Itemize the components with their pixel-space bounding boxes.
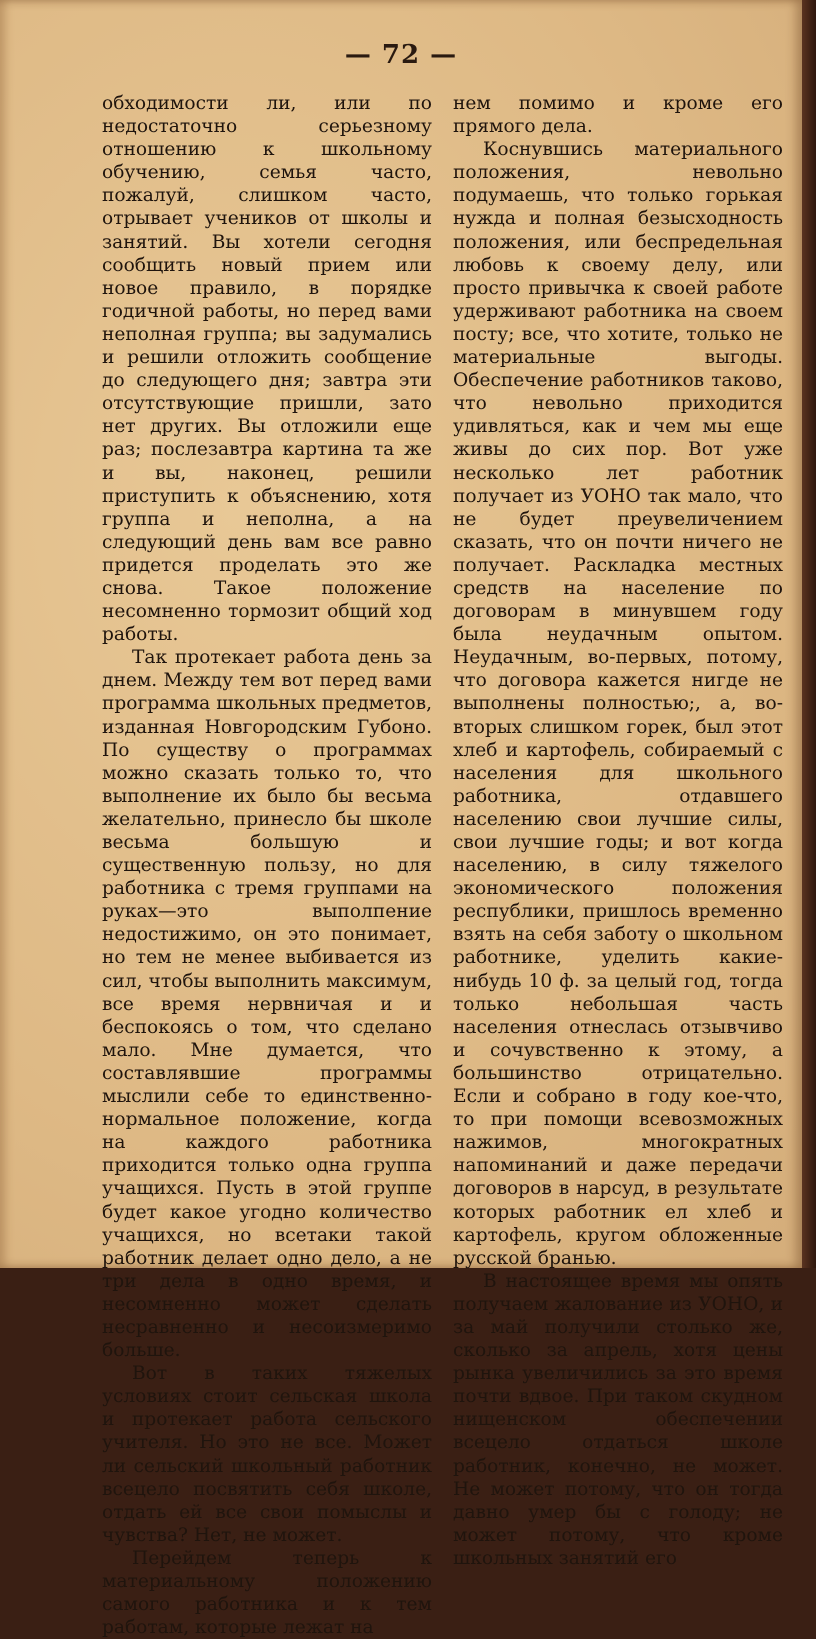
page-number: — 72 — [344,40,458,70]
paragraph: Коснувшись материального положения, невольно подумаешь, что только горькая нужда и полная безысходность положения, или беспредельная любовь к своему делу, или просто привычка к своей работе удерживают работника на своем посту; все, что хотите, только не материальные выгоды. Обеспечение работников таково, что невольно приходится удивляться, как и чем мы еще живы до сих пор. Вот уже несколько лет работник получает из УОНО так мало, что не будет преувеличением сказать, что он почти ничего не получает. Раскладка местных средств на население по договорам в минувшем году была неудачным опытом. Неудачным, во-первых, потому, что договора кажется нигде не выполнены полностью;, а, во-вторых слишком горек, был этот хлеб и картофель, собираемый с населения для школьного работника, отдавшего населению свои лучшие силы, свои лучшие годы; и вот когда населению, в силу тяжелого экономического положения республики, пришлось временно взять на себя заботу о школьном работнике, уделить какие-нибудь 10 ф. за целый год, тогда только небольшая часть населения отнеслась отзывчиво и сочувственно к этому, а большинство отрицательно. Если и собрано в году кое-что, то при помощи всевозможных нажимов, многократных напоминаний и даже передачи договоров в нарсуд, в результате которых работник ел хлеб и картофель, кругом обложенные русской бранью. [453,139,783,1269]
book-binding-edge [802,0,816,1268]
right-text-column [453,92,783,1570]
paragraph: В настоящее время мы опять получаем жалование из УОНО, и за май получили столько же, сколько за апрель, хотя цены рынка увеличились за это время почти вдвое. При таком скудном нищенском обеспечении всецело отдаться школе работник, конечно, не может. Не может потому, что он тогда давно умер бы с голоду; не может потому, что кроме школьных занятий его [453,1270,783,1569]
paragraph: нем помимо и кроме его прямого дела. [453,93,783,138]
paragraph: обходимости ли, или по недостаточно серьезному отношению к школьному обучению, семья часто, пожалуй, слишком часто, отрывает учеников от школы и занятий. Вы хотели сегодня сообщить новый прием или новое правило, в порядке годичной работы, но перед вами неполная группа; вы задумались и решили отложить сообщение до следующего дня; завтра эти отсутствующие пришли, зато нет других. Вы отложили еще раз; послезавтра картина та же и вы, наконец, решили приступить к объяснению, хотя группа и неполна, а на следующий день вам все равно придется проделать это же снова. Такое положение несомненно тормозит общий ход работы. [102,93,432,646]
left-text-column [102,92,432,1639]
paragraph: Перейдем теперь к материальному положению самого работника и к тем работам, которые лежат на [102,1547,432,1639]
paragraph: Так протекает работа день за днем. Между тем вот перед вами программа школьных предметов, изданная Новгородским Губоно. По существу о программах можно сказать только то, что выполнение их было бы весьма желательно, принесло бы школе весьма большую и существенную пользу, но для работника с тремя группами на руках—это выполпение недостижимо, он это понимает, но тем не менее выбивается из сил, чтобы выполнить максимум, все время нервничая и и беспокоясь о том, что сделано мало. Мне думается, что составлявшие программы мыслили себе то единственно-нормальное положение, когда на каждого работника приходится только одна группа учащихся. Пусть в этой группе будет какое угодно количество учащихся, но всетаки такой работник делает одно дело, а не три дела в одно время, и несомненно может сделать несравненно и несоизмеримо больше. [102,647,432,1362]
paragraph: Вот в таких тяжелых условиях стоит сельская школа и протекает работа сельского учителя. Но это не все. Может ли сельский школьный работник всецело посвятить себя школе, отдать ей все свои помыслы и чувства? Нет, не может. [102,1363,432,1546]
